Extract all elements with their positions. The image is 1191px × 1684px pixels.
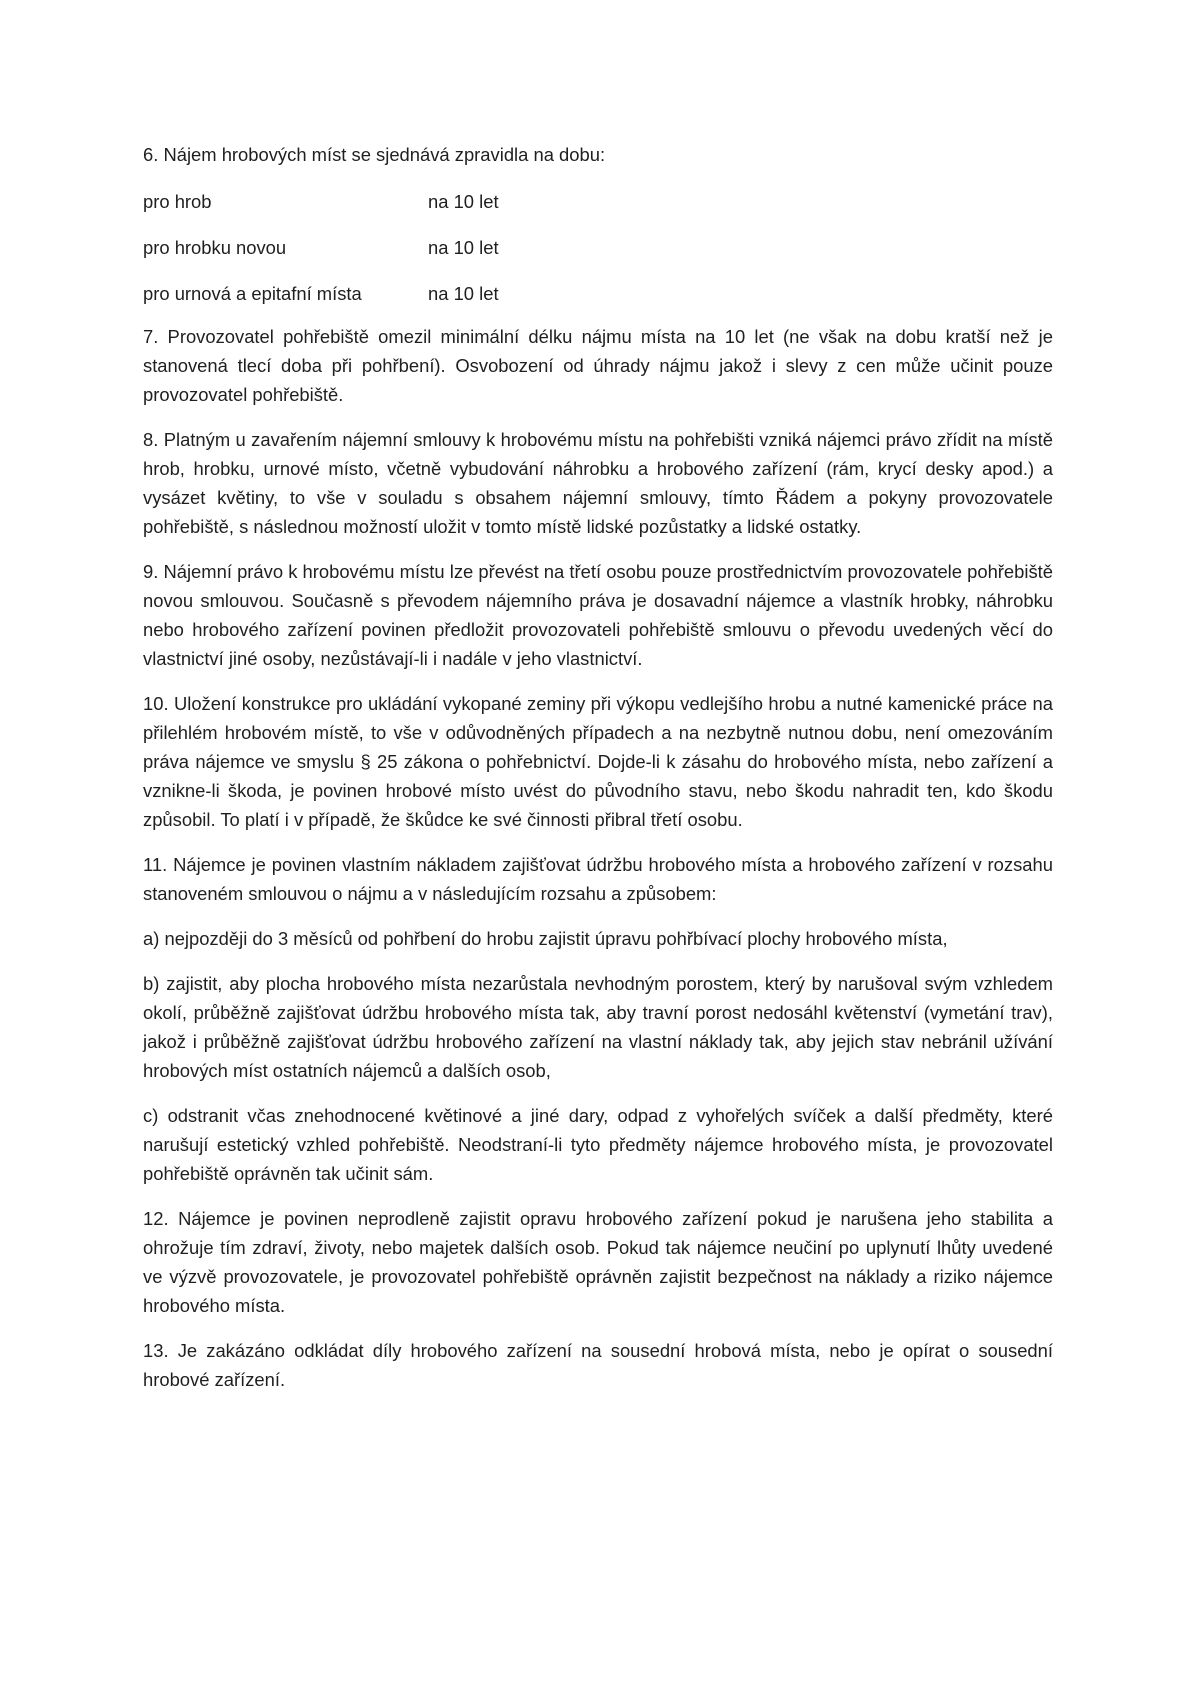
paragraph-11: 11. Nájemce je povinen vlastním nákladem zajišťovat údržbu hrobového místa a hrobového zařízení v rozsahu stanoveném smlouvou o nájmu a v následujícím rozsahu a způsobem: [143, 854, 1053, 904]
paragraph-8: 8. Platným u zavařením nájemní smlouvy k hrobovému místu na pohřebišti vzniká nájemci právo zřídit na místě hrob, hrobku, urnové místo, včetně vybudování náhrobku a hrobového zařízení (rám, krycí desky apod.) a vysázet květiny, to vše v souladu s obsahem nájemní smlouvy, tímto Řádem a pokyny provozovatele pohřebiště, s následnou možností uložit v tomto místě lidské pozůstatky a lidské ostatky. [143, 429, 1053, 537]
paragraph-6-intro: 6. Nájem hrobových míst se sjednává zpravidla na dobu: [143, 144, 606, 165]
lease-term-label: pro hrobku novou [143, 237, 287, 258]
lease-term-value: na 10 let [428, 237, 499, 258]
paragraph-11b: b) zajistit, aby plocha hrobového místa nezarůstala nevhodným porostem, který by narušoval svým vzhledem okolí, průběžně zajišťovat údržbu hrobového místa tak, aby travní porost nedosáhl květenství (vymetání trav), jakož i průběžně zajišťovat údržbu hrobového zařízení na vlastní náklady tak, aby jejich stav nebránil užívání hrobových míst ostatních nájemců a dalších osob, [143, 973, 1053, 1081]
paragraph-13: 13. Je zakázáno odkládat díly hrobového zařízení na sousední hrobová místa, nebo je opírat o sousední hrobové zařízení. [143, 1340, 1053, 1390]
lease-term-value: na 10 let [428, 283, 499, 304]
paragraph-12: 12. Nájemce je povinen neprodleně zajistit opravu hrobového zařízení pokud je narušena jeho stabilita a ohrožuje tím zdraví, životy, nebo majetek dalších osob. Pokud tak nájemce neučiní po uplynutí lhůty uvedené ve výzvě provozovatele, je provozovatel pohřebiště oprávněn zajistit bezpečnost na náklady a riziko nájemce hrobového místa. [143, 1208, 1053, 1316]
paragraph-11a: a) nejpozději do 3 měsíců od pohřbení do hrobu zajistit úpravu pohřbívací plochy hrobového místa, [143, 928, 948, 949]
lease-terms-table [143, 187, 1053, 308]
lease-term-value: na 10 let [428, 191, 499, 212]
paragraph-11c: c) odstranit včas znehodnocené květinové a jiné dary, odpad z vyhořelých svíček a další předměty, které narušují estetický vzhled pohřebiště. Neodstraní-li tyto předměty nájemce hrobového místa, je provozovatel pohřebiště oprávněn tak učinit sám. [143, 1105, 1053, 1184]
paragraph-9: 9. Nájemní právo k hrobovému místu lze převést na třetí osobu pouze prostřednictvím provozovatele pohřebiště novou smlouvou. Současně s převodem nájemního práva je dosavadní nájemce a vlastník hrobky, náhrobku nebo hrobového zařízení povinen předložit provozovateli pohřebiště smlouvu o převodu uvedených věcí do vlastnictví jiné osoby, nezůstávají-li i nadále v jeho vlastnictví. [143, 561, 1053, 669]
paragraph-10: 10. Uložení konstrukce pro ukládání vykopané zeminy při výkopu vedlejšího hrobu a nutné kamenické práce na přilehlém hrobovém místě, to vše v odůvodněných případech a na nezbytně nutnou dobu, není omezováním práva nájemce ve smyslu § 25 zákona o pohřebnictví. Dojde-li k zásahu do hrobového místa, nebo zařízení a vznikne-li škoda, je povinen hrobové místo uvést do původního stavu, nebo škodu nahradit ten, kdo škodu způsobil. To platí i v případě, že škůdce ke své činnosti přibral třetí osobu. [143, 693, 1053, 830]
lease-term-label: pro urnová a epitafní místa [143, 283, 362, 304]
lease-term-row [143, 187, 1053, 216]
lease-term-row [143, 279, 1053, 308]
document-body [143, 140, 1053, 1410]
lease-term-row [143, 233, 1053, 262]
paragraph-7: 7. Provozovatel pohřebiště omezil minimální délku nájmu místa na 10 let (ne však na dobu kratší než je stanovená tlecí doba při pohřbení). Osvobození od úhrady nájmu jakož i slevy z cen může učinit pouze provozovatel pohřebiště. [143, 326, 1053, 405]
lease-term-label: pro hrob [143, 191, 212, 212]
